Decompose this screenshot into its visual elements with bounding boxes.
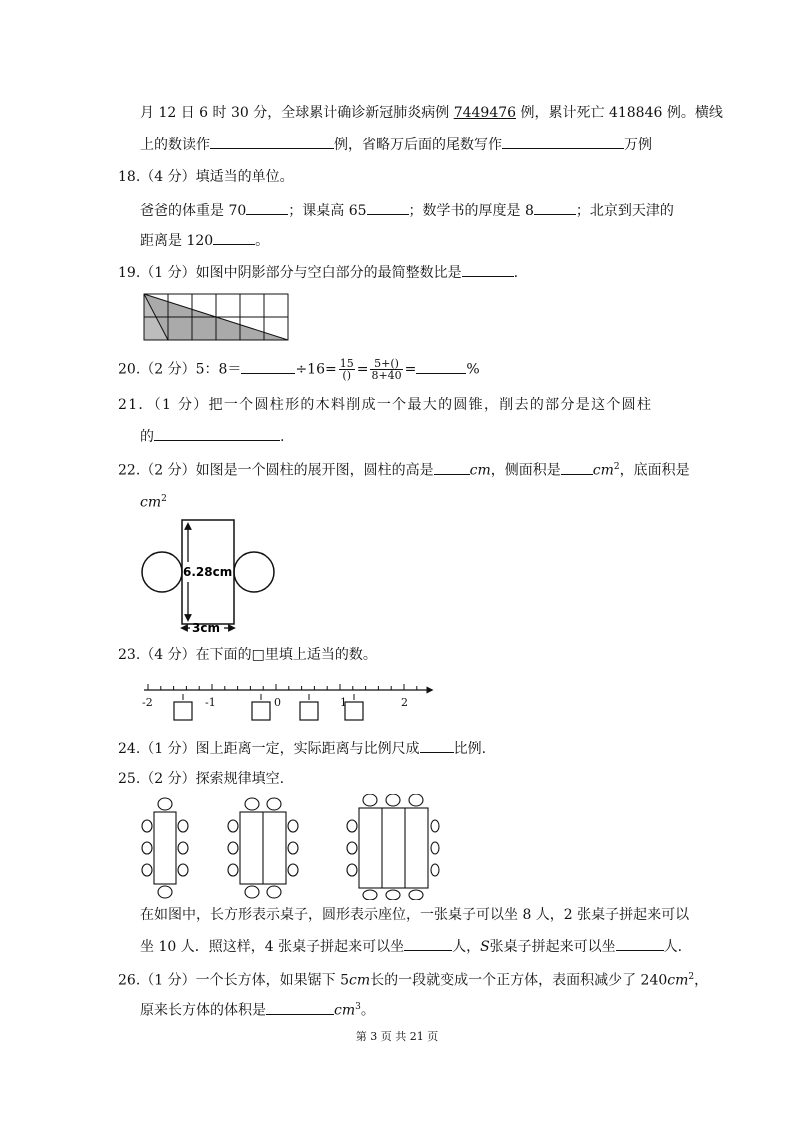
q18-line2: 距离是 120 。 bbox=[140, 230, 269, 250]
seat-circle bbox=[409, 890, 423, 900]
height-label: 6.28cm bbox=[183, 565, 233, 579]
seat-circle bbox=[347, 820, 357, 832]
seat-circle bbox=[386, 890, 400, 900]
cylinder-net-figure bbox=[140, 516, 280, 634]
tick-label: 1 bbox=[340, 696, 347, 709]
q24-head: 24.（1 分）图上距离一定，实际距离与比例尺成 比例. bbox=[118, 738, 486, 758]
seat-circle bbox=[288, 864, 298, 876]
shaded-grid-figure bbox=[140, 292, 290, 342]
seat-circle bbox=[267, 886, 281, 898]
answer-blank[interactable] bbox=[561, 460, 593, 475]
answer-blank[interactable] bbox=[213, 230, 255, 245]
table-rect bbox=[154, 812, 176, 884]
tick-label: -1 bbox=[205, 696, 216, 709]
fraction: $\frac{15}{()}$ bbox=[339, 357, 354, 382]
seat-circle bbox=[267, 798, 281, 810]
answer-box[interactable] bbox=[252, 702, 270, 720]
base-circle bbox=[234, 552, 274, 592]
seat-circle bbox=[158, 798, 172, 810]
q21-line2: 的 . bbox=[140, 426, 284, 446]
q23-head: 23.（4 分）在下面的□里填上适当的数。 bbox=[118, 647, 377, 663]
q22-line2: $cm^2$ bbox=[140, 494, 167, 511]
seat-circle bbox=[288, 820, 298, 832]
seat-circle bbox=[363, 794, 377, 806]
seat-circle bbox=[228, 842, 238, 854]
seat-circle bbox=[386, 794, 400, 806]
number-line-figure bbox=[140, 678, 436, 726]
fraction: $\frac{5+()}{8+40}$ bbox=[371, 357, 402, 382]
seat-circle bbox=[409, 794, 423, 806]
tick-label: 2 bbox=[401, 696, 408, 709]
seat-circle bbox=[228, 864, 238, 876]
answer-blank[interactable] bbox=[534, 200, 576, 215]
seat-circle bbox=[142, 820, 152, 832]
answer-blank[interactable] bbox=[462, 262, 514, 277]
tick-label: -2 bbox=[142, 696, 153, 709]
base-circle bbox=[142, 552, 182, 592]
answer-blank[interactable] bbox=[434, 460, 470, 475]
seat-circle bbox=[142, 842, 152, 854]
q20-line: 20.（2 分）5：8＝ ÷16= $\frac{15}{()}$ = $\frac{5+()}{8+40}$ = % bbox=[118, 357, 480, 382]
q25-p2: 坐 10 人．照这样，4 张桌子拼起来可以坐 人，S张桌子拼起来可以坐 人. bbox=[140, 936, 682, 956]
case-count: 7449476 bbox=[453, 105, 517, 121]
seat-circle bbox=[142, 864, 152, 876]
q17-line1: 月 12 日 6 时 30 分，全球累计确诊新冠肺炎病例 7449476 例，累计死亡 418846 例。横线 bbox=[140, 105, 723, 121]
q19-head: 19.（1 分）如图中阴影部分与空白部分的最简整数比是 . bbox=[118, 262, 518, 282]
page-footer: 第 3 页 共 21 页 bbox=[355, 1030, 439, 1043]
seat-circle bbox=[228, 820, 238, 832]
q25-p1: 在如图中，长方形表示桌子，圆形表示座位，一张桌子可以坐 8 人，2 张桌子拼起来可以 bbox=[140, 907, 690, 923]
tables-pattern-figure bbox=[140, 794, 440, 900]
seat-circle bbox=[347, 864, 357, 876]
answer-blank[interactable] bbox=[210, 134, 334, 149]
width-label: 3cm bbox=[192, 621, 220, 634]
table-rect bbox=[359, 808, 428, 888]
answer-blank[interactable] bbox=[420, 738, 454, 753]
answer-blank[interactable] bbox=[404, 936, 452, 951]
answer-blank[interactable] bbox=[416, 359, 466, 374]
q26-head: 26.（1 分）一个长方体，如果锯下 5cm长的一段就变成一个正方体，表面积减少了 $240cm^2$， bbox=[118, 972, 709, 989]
tick-label: 0 bbox=[274, 696, 281, 709]
answer-blank[interactable] bbox=[246, 200, 288, 215]
seat-circle bbox=[178, 842, 188, 854]
seat-circle bbox=[431, 820, 439, 832]
answer-box[interactable] bbox=[300, 702, 318, 720]
answer-blank[interactable] bbox=[241, 359, 295, 374]
q17-line2: 上的数读作 例，省略万后面的尾数写作 万例 bbox=[140, 134, 652, 154]
q26-line2: 原来长方体的体积是 $cm^3$。 bbox=[140, 998, 375, 1020]
q25-head: 25.（2 分）探索规律填空. bbox=[118, 771, 285, 787]
answer-blank[interactable] bbox=[502, 134, 624, 149]
answer-blank[interactable] bbox=[154, 426, 280, 441]
answer-box[interactable] bbox=[345, 702, 363, 720]
seat-circle bbox=[245, 798, 259, 810]
q18-line1: 爸爸的体重是 70 ；课桌高 65 ；数学书的厚度是 8 ；北京到天津的 bbox=[140, 200, 674, 220]
seat-circle bbox=[347, 842, 357, 854]
answer-blank[interactable] bbox=[367, 200, 409, 215]
seat-circle bbox=[178, 820, 188, 832]
q22-head: 22.（2 分）如图是一个圆柱的展开图，圆柱的高是 cm，侧面积是 $cm^2$，底面积是 bbox=[118, 458, 690, 480]
seat-circle bbox=[431, 864, 439, 876]
seat-circle bbox=[431, 842, 439, 854]
seat-circle bbox=[245, 886, 259, 898]
answer-blank[interactable] bbox=[266, 1000, 334, 1015]
seat-circle bbox=[158, 886, 172, 898]
q21-head: 21．（1 分）把一个圆柱形的木料削成一个最大的圆锥，削去的部分是这个圆柱 bbox=[118, 397, 653, 413]
seat-circle bbox=[363, 890, 377, 900]
answer-box[interactable] bbox=[174, 702, 192, 720]
seat-circle bbox=[288, 842, 298, 854]
q18-head: 18.（4 分）填适当的单位。 bbox=[118, 169, 294, 185]
answer-blank[interactable] bbox=[616, 936, 664, 951]
seat-circle bbox=[178, 864, 188, 876]
